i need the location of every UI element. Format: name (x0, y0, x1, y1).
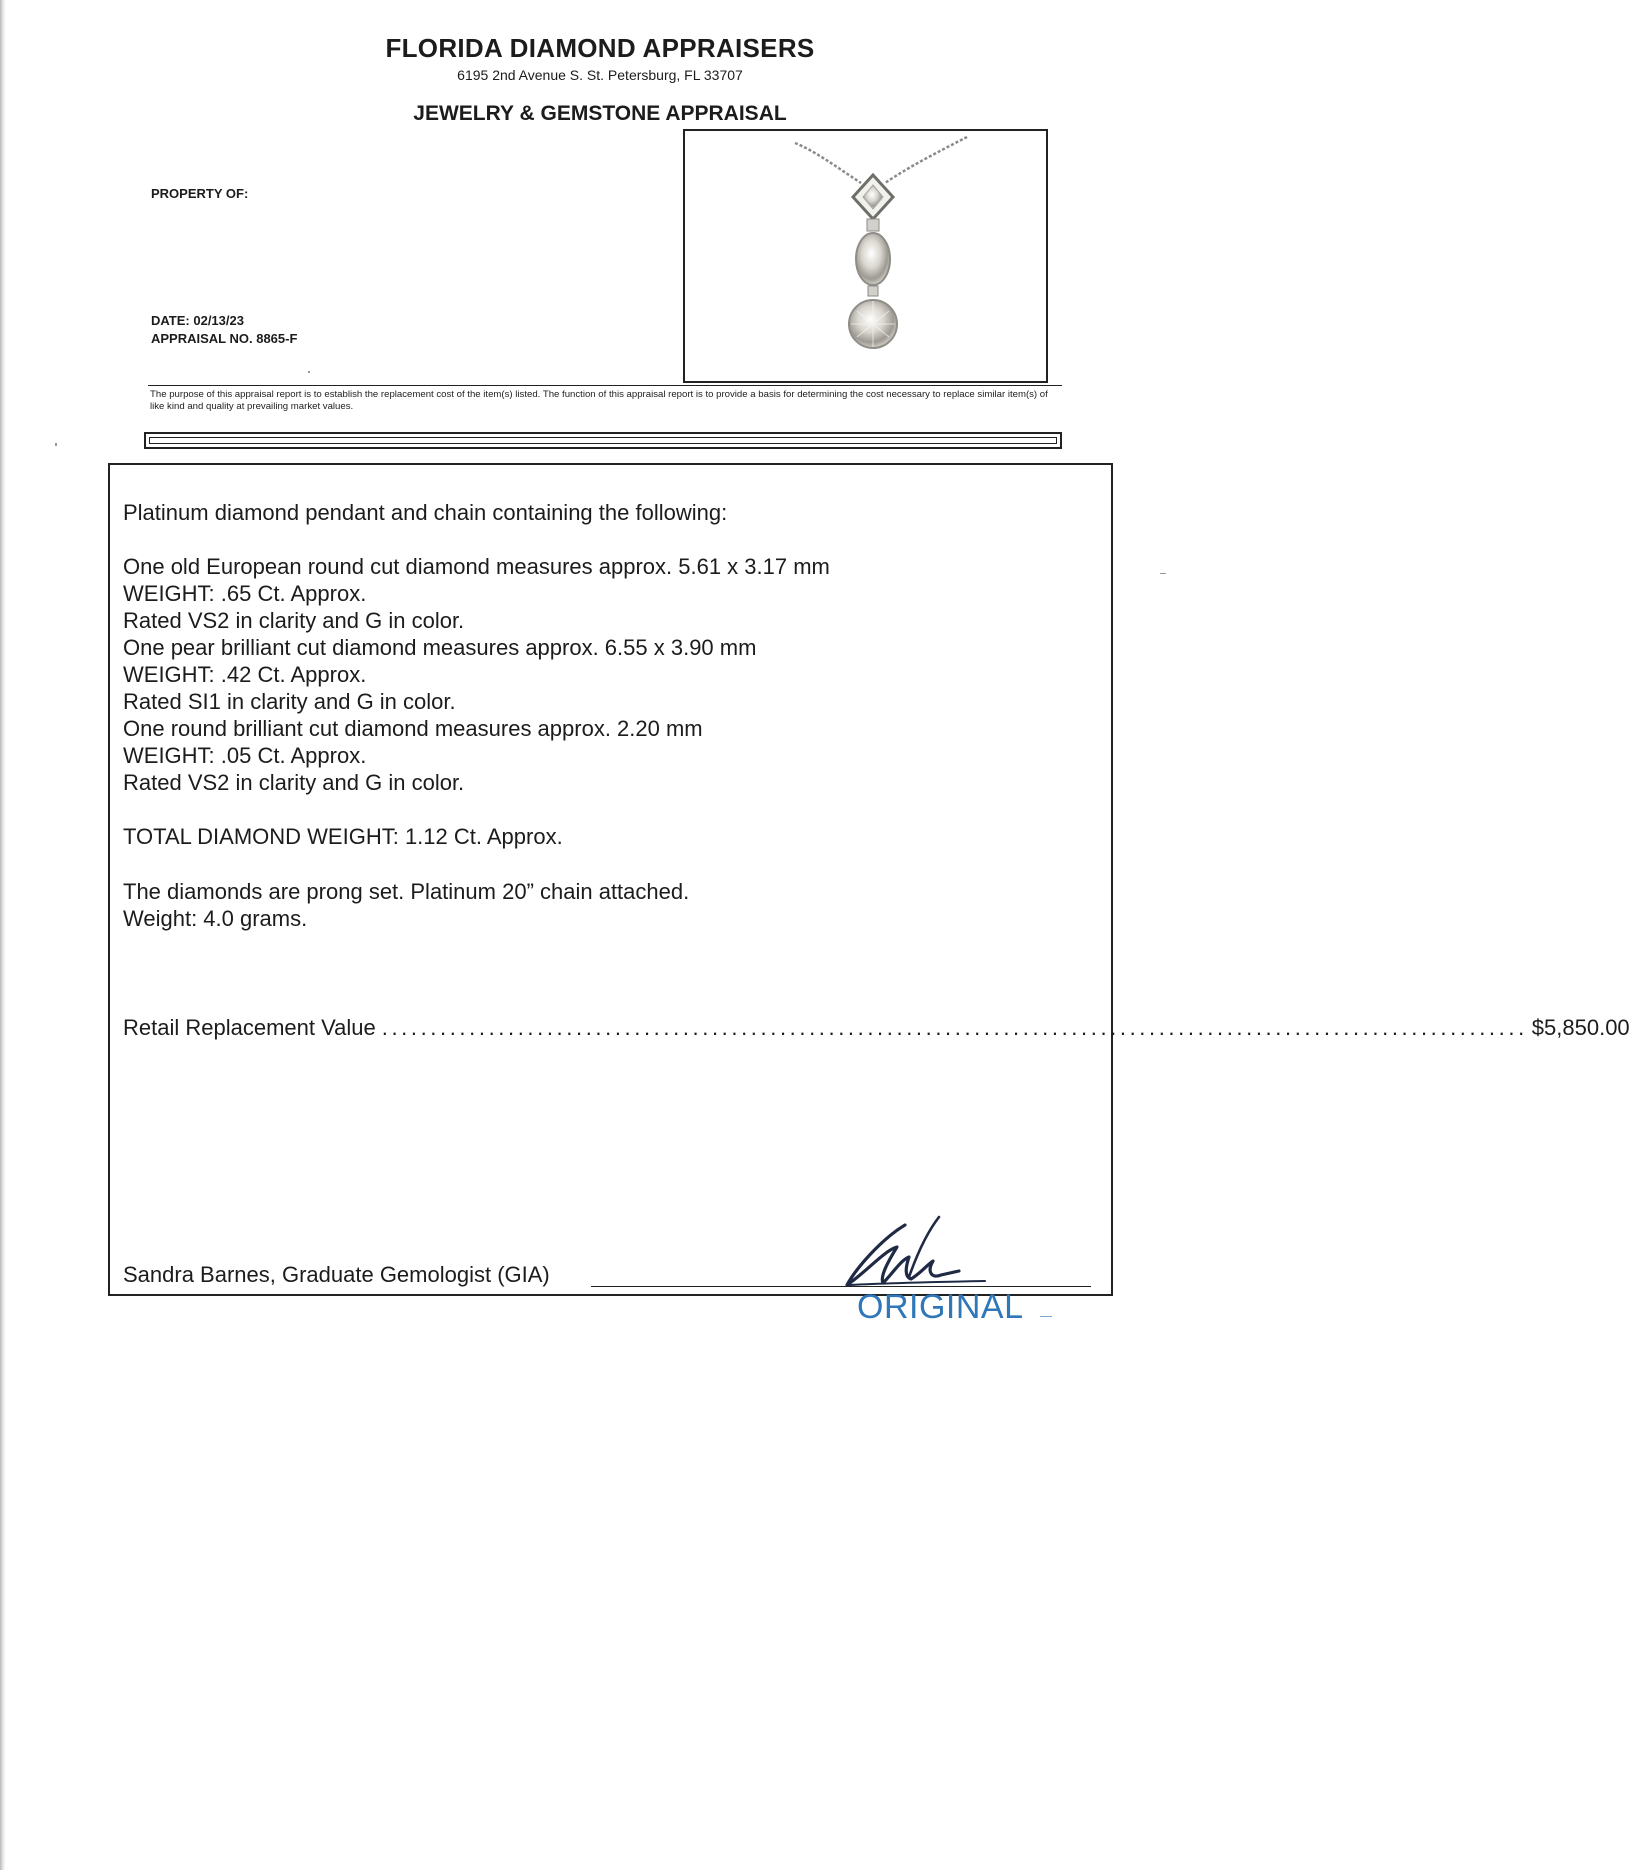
item-intro: Platinum diamond pendant and chain containing the following: (123, 500, 728, 525)
separator-bar-inner (149, 437, 1057, 444)
stone-2-weight: WEIGHT: .42 Ct. Approx. (123, 662, 367, 687)
retail-value-amount: $5,850.00 (1531, 1015, 1630, 1040)
stone-1-grade: Rated VS2 in clarity and G in color. (123, 608, 465, 633)
stone-1-weight: WEIGHT: .65 Ct. Approx. (123, 581, 367, 606)
document-title: JEWELRY & GEMSTONE APPRAISAL (413, 102, 787, 125)
stone-3-description: One round brilliant cut diamond measures approx. 2.20 mm (123, 716, 703, 741)
header-divider (148, 385, 1062, 386)
disclaimer-text: The purpose of this appraisal report is to establish the replacement cost of the item(s) listed. The function of this appraisal report is to provide a basis for determining the cost necessary to replace similar item(s) of like kind and quality at prevailing market values. (150, 389, 1048, 412)
metal-weight: Weight: 4.0 grams. (123, 906, 308, 931)
company-address: 6195 2nd Avenue S. St. Petersburg, FL 33707 (457, 67, 743, 83)
stone-3-weight: WEIGHT: .05 Ct. Approx. (123, 743, 367, 768)
diamond-pendant-image (685, 131, 1046, 381)
retail-value-row (123, 1015, 1630, 1041)
appraisal-number-field: APPRAISAL NO. 8865-F (151, 331, 298, 346)
stone-2-grade: Rated SI1 in clarity and G in color. (123, 689, 456, 714)
page-scan-edge (0, 0, 6, 1870)
property-of-label: PROPERTY OF: (151, 186, 249, 201)
scan-speck (308, 371, 310, 373)
stamp-tail (1040, 1316, 1052, 1317)
retail-value-label: Retail Replacement Value (123, 1015, 376, 1040)
date-field: DATE: 02/13/23 (151, 313, 244, 328)
original-stamp: ORIGINAL (857, 1288, 1024, 1326)
stone-3-grade: Rated VS2 in clarity and G in color. (123, 770, 465, 795)
total-diamond-weight: TOTAL DIAMOND WEIGHT: 1.12 Ct. Approx. (123, 824, 563, 849)
jewelry-photo (683, 129, 1048, 383)
setting-description: The diamonds are prong set. Platinum 20” chain attached. (123, 879, 690, 904)
company-name: FLORIDA DIAMOND APPRAISERS (385, 33, 815, 63)
appraiser-name: Sandra Barnes, Graduate Gemologist (GIA) (123, 1262, 550, 1287)
scan-speck (1160, 573, 1166, 574)
stone-2-description: One pear brilliant cut diamond measures approx. 6.55 x 3.90 mm (123, 635, 757, 660)
separator-bar (144, 432, 1062, 449)
dot-leader: ...................................................................................................................... (381, 1015, 1528, 1040)
stone-1-description: One old European round cut diamond measures approx. 5.61 x 3.17 mm (123, 554, 830, 579)
scan-speck (55, 443, 57, 446)
